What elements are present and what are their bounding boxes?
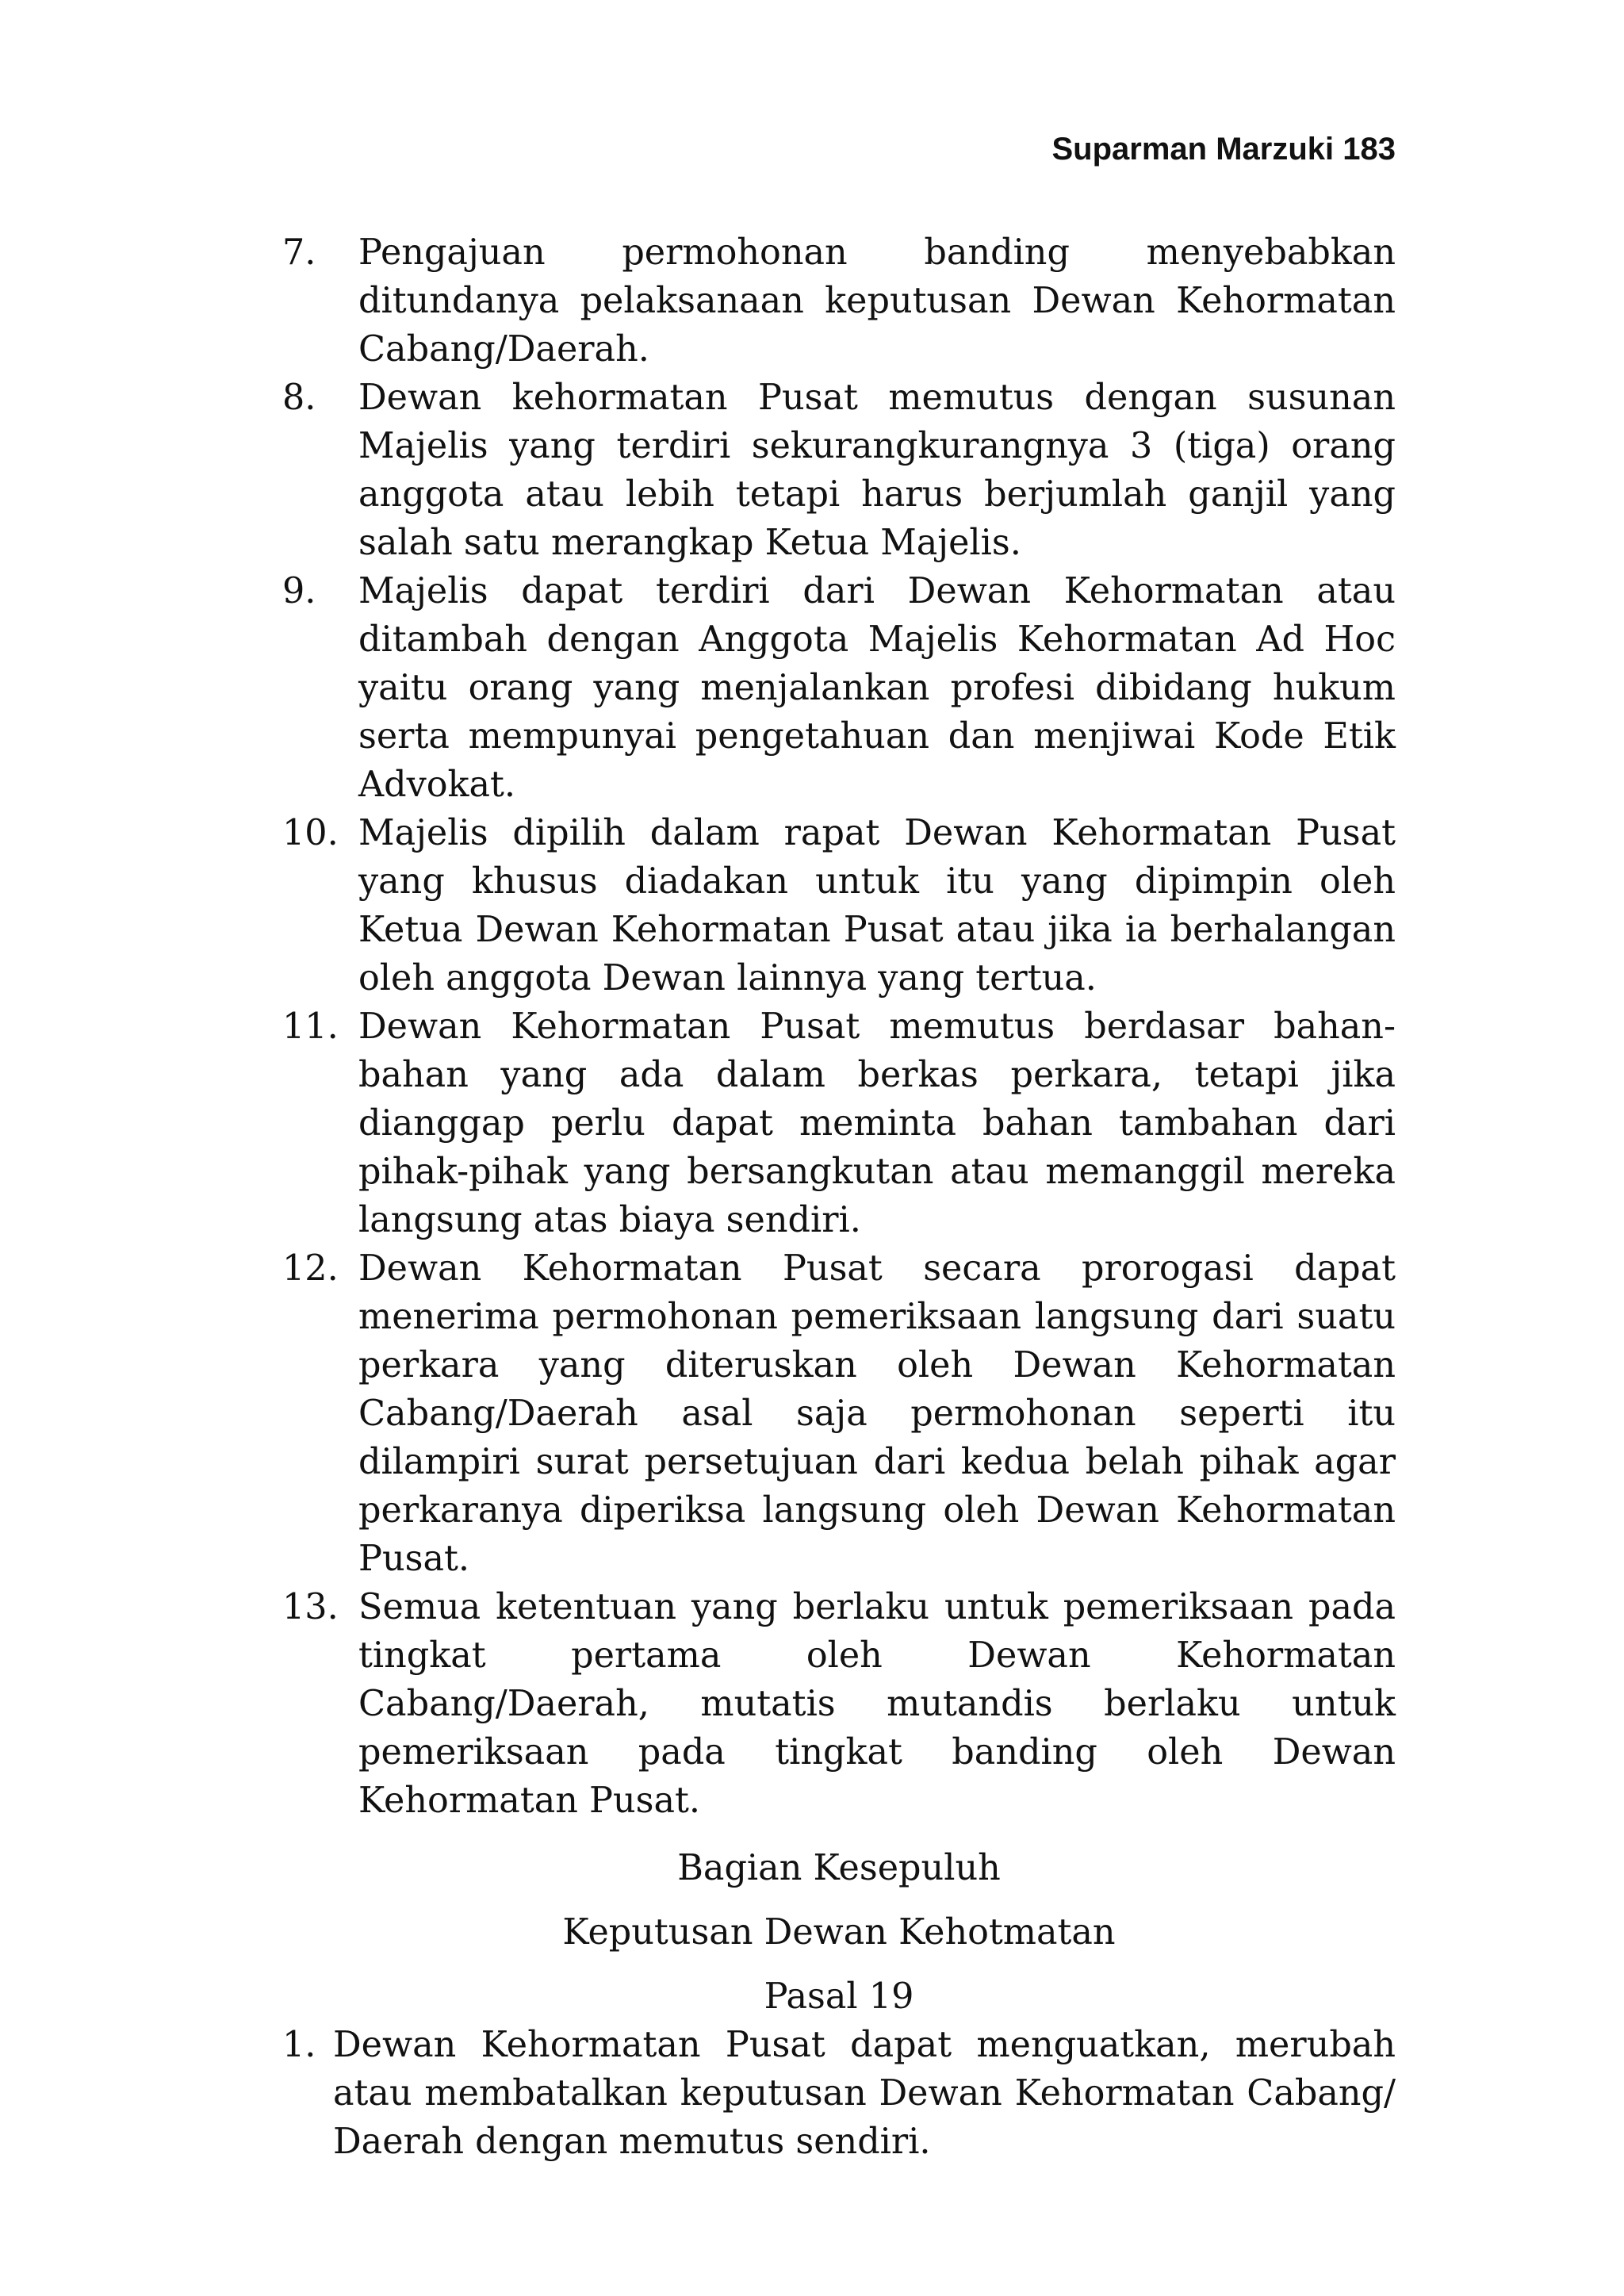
article-item-text: Dewan Kehormatan Pusat dapat menguatkan, merubah atau membatalkan keputusan Dewan Kehormatan Cabang/ Daerah dengan memutus sendiri. (333, 2025, 1396, 2162)
list-item-7 (282, 228, 1396, 374)
list-item-text: Majelis dipilih dalam rapat Dewan Kehormatan Pusat yang khusus diadakan untuk itu yang dipimpin oleh Ketua Dewan Kehormatan Pusat atau jika ia berhalangan oleh anggota Dewan lainnya yang tertua. (358, 813, 1396, 999)
list-item-text: Pengajuan permohonan banding menyebabkan ditundanya pelaksanaan keputusan Dewan Kehormatan Cabang/Daerah. (358, 232, 1396, 370)
list-item-text: Dewan Kehormatan Pusat memutus berdasar bahan-bahan yang ada dalam berkas perkara, tetapi jika dianggap perlu dapat meminta bahan tambahan dari pihak-pihak yang bersangkutan atau memanggil mereka langsung atas biaya sendiri. (358, 1006, 1396, 1240)
numbered-list (282, 228, 1396, 1825)
article-list (282, 2021, 1396, 2166)
list-item-number: 7. (282, 232, 316, 273)
list-item-text: Majelis dapat terdiri dari Dewan Kehormatan atau ditambah dengan Anggota Majelis Kehormatan Ad Hoc yaitu orang yang menjalankan profesi dibidang hukum serta mempunyai pengetahuan dan menjiwai Kode Etik Advokat. (358, 571, 1396, 805)
page-body (282, 228, 1396, 2166)
list-item-number: 9. (282, 571, 316, 611)
list-item-11 (282, 1002, 1396, 1244)
list-item-text: Dewan kehormatan Pusat memutus dengan susunan Majelis yang terdiri sekurangkurangnya 3 (tiga) orang anggota atau lebih tetapi harus berjumlah ganjil yang salah satu merangkap Ketua Majelis. (358, 378, 1396, 563)
list-item-text: Semua ketentuan yang berlaku untuk pemeriksaan pada tingkat pertama oleh Dewan Kehormatan Cabang/Daerah, mutatis mutandis berlaku untuk pemeriksaan pada tingkat banding oleh Dewan Kehormatan Pusat. (358, 1587, 1396, 1821)
section-part-heading: Bagian Kesepuluh (677, 1848, 1001, 1888)
article-item-1 (282, 2021, 1396, 2166)
list-item-13 (282, 1583, 1396, 1825)
list-item-12 (282, 1244, 1396, 1583)
list-item-number: 11. (282, 1006, 339, 1047)
list-item-9 (282, 567, 1396, 809)
article-item-number: 1. (282, 2025, 316, 2065)
list-item-number: 8. (282, 378, 316, 418)
running-header: Suparman Marzuki 183 (1051, 132, 1396, 167)
list-item-text: Dewan Kehormatan Pusat secara prorogasi dapat menerima permohonan pemeriksaan langsung dari suatu perkara yang diteruskan oleh Dewan Kehormatan Cabang/Daerah asal saja permohonan seperti itu dilampiri surat persetujuan dari kedua belah pihak agar perkaranya diperiksa langsung oleh Dewan Kehormatan Pusat. (358, 1248, 1396, 1579)
article-heading: Pasal 19 (764, 1976, 914, 2017)
list-item-number: 10. (282, 813, 339, 853)
list-item-number: 12. (282, 1248, 339, 1289)
list-item-8 (282, 374, 1396, 567)
list-item-number: 13. (282, 1587, 339, 1627)
section-title-heading: Keputusan Dewan Kehotmatan (562, 1912, 1116, 1953)
list-item-10 (282, 809, 1396, 1002)
